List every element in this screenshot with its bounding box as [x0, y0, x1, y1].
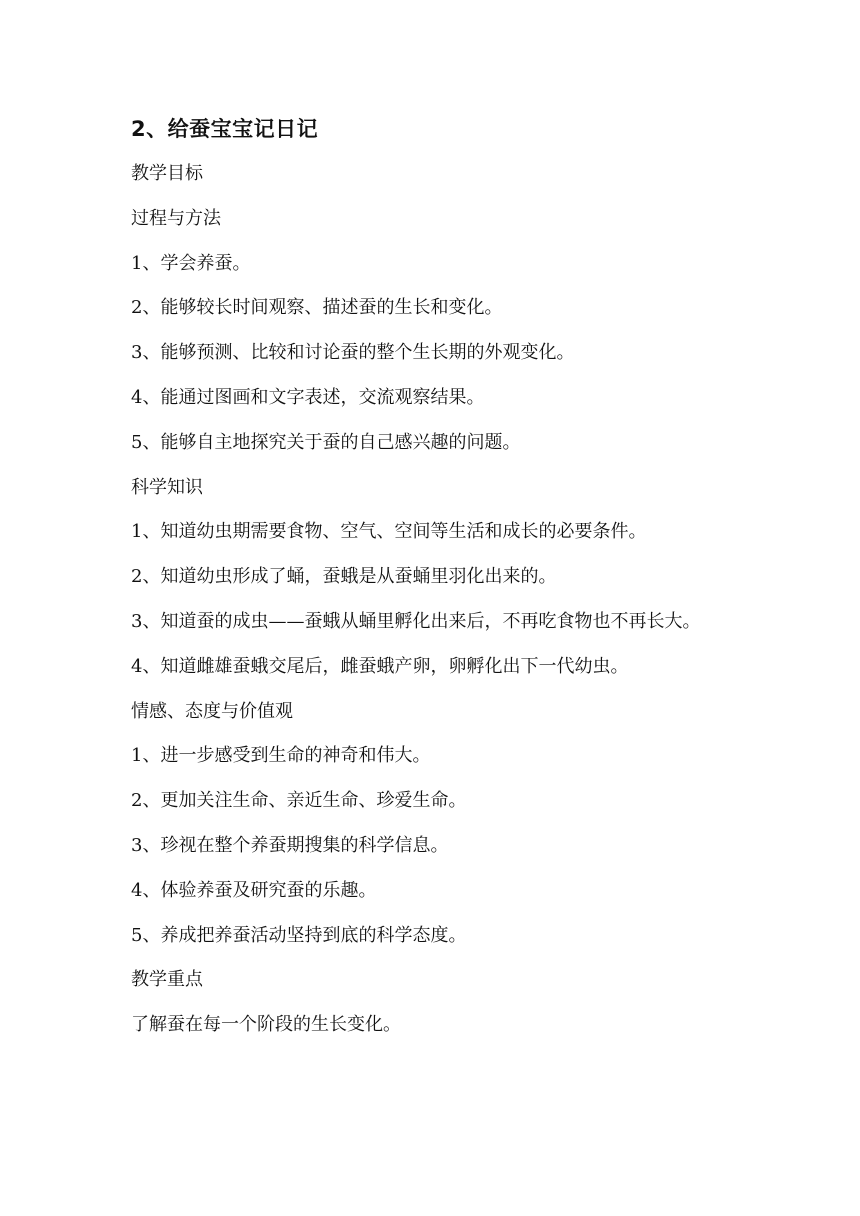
document-title: 2、给蚕宝宝记日记: [131, 117, 319, 141]
list-item: 5、能够自主地探究关于蚕的自己感兴趣的问题。: [131, 431, 521, 453]
list-item: 1、知道幼虫期需要食物、空气、空间等生活和成长的必要条件。: [131, 521, 647, 543]
heading-process-method: 过程与方法: [131, 207, 221, 229]
list-item: 2、能够较长时间观察、描述蚕的生长和变化。: [131, 297, 503, 319]
list-item: 2、更加关注生命、亲近生命、珍爱生命。: [131, 790, 467, 812]
list-item: 3、知道蚕的成虫——蚕蛾从蛹里孵化出来后，不再吃食物也不再长大。: [131, 610, 701, 632]
list-item: 4、能通过图画和文字表述，交流观察结果。: [131, 386, 485, 408]
list-item: 4、体验养蚕及研究蚕的乐趣。: [131, 879, 377, 901]
list-item: 了解蚕在每一个阶段的生长变化。: [131, 1014, 401, 1036]
document-page: [131, 108, 751, 1048]
list-item: 1、学会养蚕。: [131, 252, 251, 274]
list-item: 3、珍视在整个养蚕期搜集的科学信息。: [131, 834, 449, 856]
heading-teaching-focus: 教学重点: [131, 969, 203, 991]
heading-science-knowledge: 科学知识: [131, 476, 203, 498]
list-item: 5、养成把养蚕活动坚持到底的科学态度。: [131, 924, 467, 946]
list-item: 4、知道雌雄蚕蛾交尾后，雌蚕蛾产卵，卵孵化出下一代幼虫。: [131, 655, 629, 677]
list-item: 3、能够预测、比较和讨论蚕的整个生长期的外观变化。: [131, 342, 575, 364]
list-item: 1、进一步感受到生命的神奇和伟大。: [131, 745, 431, 767]
list-item: 2、知道幼虫形成了蛹，蚕蛾是从蚕蛹里羽化出来的。: [131, 566, 557, 588]
heading-teaching-goals: 教学目标: [131, 163, 203, 184]
heading-emotion-attitude-values: 情感、态度与价值观: [131, 700, 293, 722]
